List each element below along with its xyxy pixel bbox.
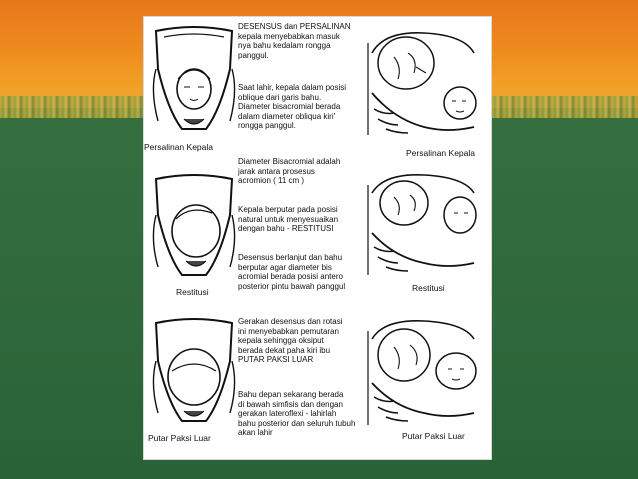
caption-right-2: Restitusi xyxy=(412,283,445,293)
caption-left-3: Putar Paksi Luar xyxy=(148,433,211,443)
paragraph-desensus-berlanjut: Desensus berlanjut dan bahu berputar agar diameter bis acromial berada posisi antero posterior pintu bawah panggul xyxy=(238,253,346,291)
paragraph-bahu-depan: Bahu depan sekarang berada di bawah simfisis dan dengan gerakan lateroflexi - lahirlah bahu posterior dan seluruh tubuh akan lahir xyxy=(238,390,356,438)
figure-front-view-external-rotation xyxy=(150,313,238,431)
paragraph-desensus: DESENSUS dan PERSALINAN kepala menyebabkan masuk nya bahu kedalam rongga panggul. xyxy=(238,22,351,60)
paragraph-diameter-bisacromial: Diameter Bisacromial adalah jarak antara prosesus acromion ( 11 cm ) xyxy=(238,157,341,186)
figure-side-view-head-birth xyxy=(364,23,486,145)
figure-side-view-external-rotation xyxy=(364,311,486,431)
figure-side-view-restitution xyxy=(364,167,486,281)
paragraph-restitusi: Kepala berputar pada posisi natural untuk menyesuaikan dengan bahu - RESTITUSI xyxy=(238,205,339,234)
figure-front-view-head-birth xyxy=(150,21,238,139)
caption-right-1: Persalinan Kepala xyxy=(406,148,475,158)
slide-content xyxy=(143,16,492,460)
figure-front-view-restitution xyxy=(150,169,238,283)
caption-right-3: Putar Paksi Luar xyxy=(402,431,465,441)
paragraph-putar-paksi-luar: Gerakan desensus dan rotasi ini menyebabkan pemutaran kepala sehingga oksiput berada dekat paha kiri ibu PUTAR PAKSI LUAR xyxy=(238,317,343,365)
caption-left-2: Restitusi xyxy=(176,287,209,297)
paragraph-saat-lahir: Saat lahir, kepala dalam posisi oblique dari garis bahu. Diameter bisacromial berada dalam diameter obliqua kiri' rongga panggul. xyxy=(238,83,347,131)
caption-left-1: Persalinan Kepala xyxy=(144,142,213,152)
